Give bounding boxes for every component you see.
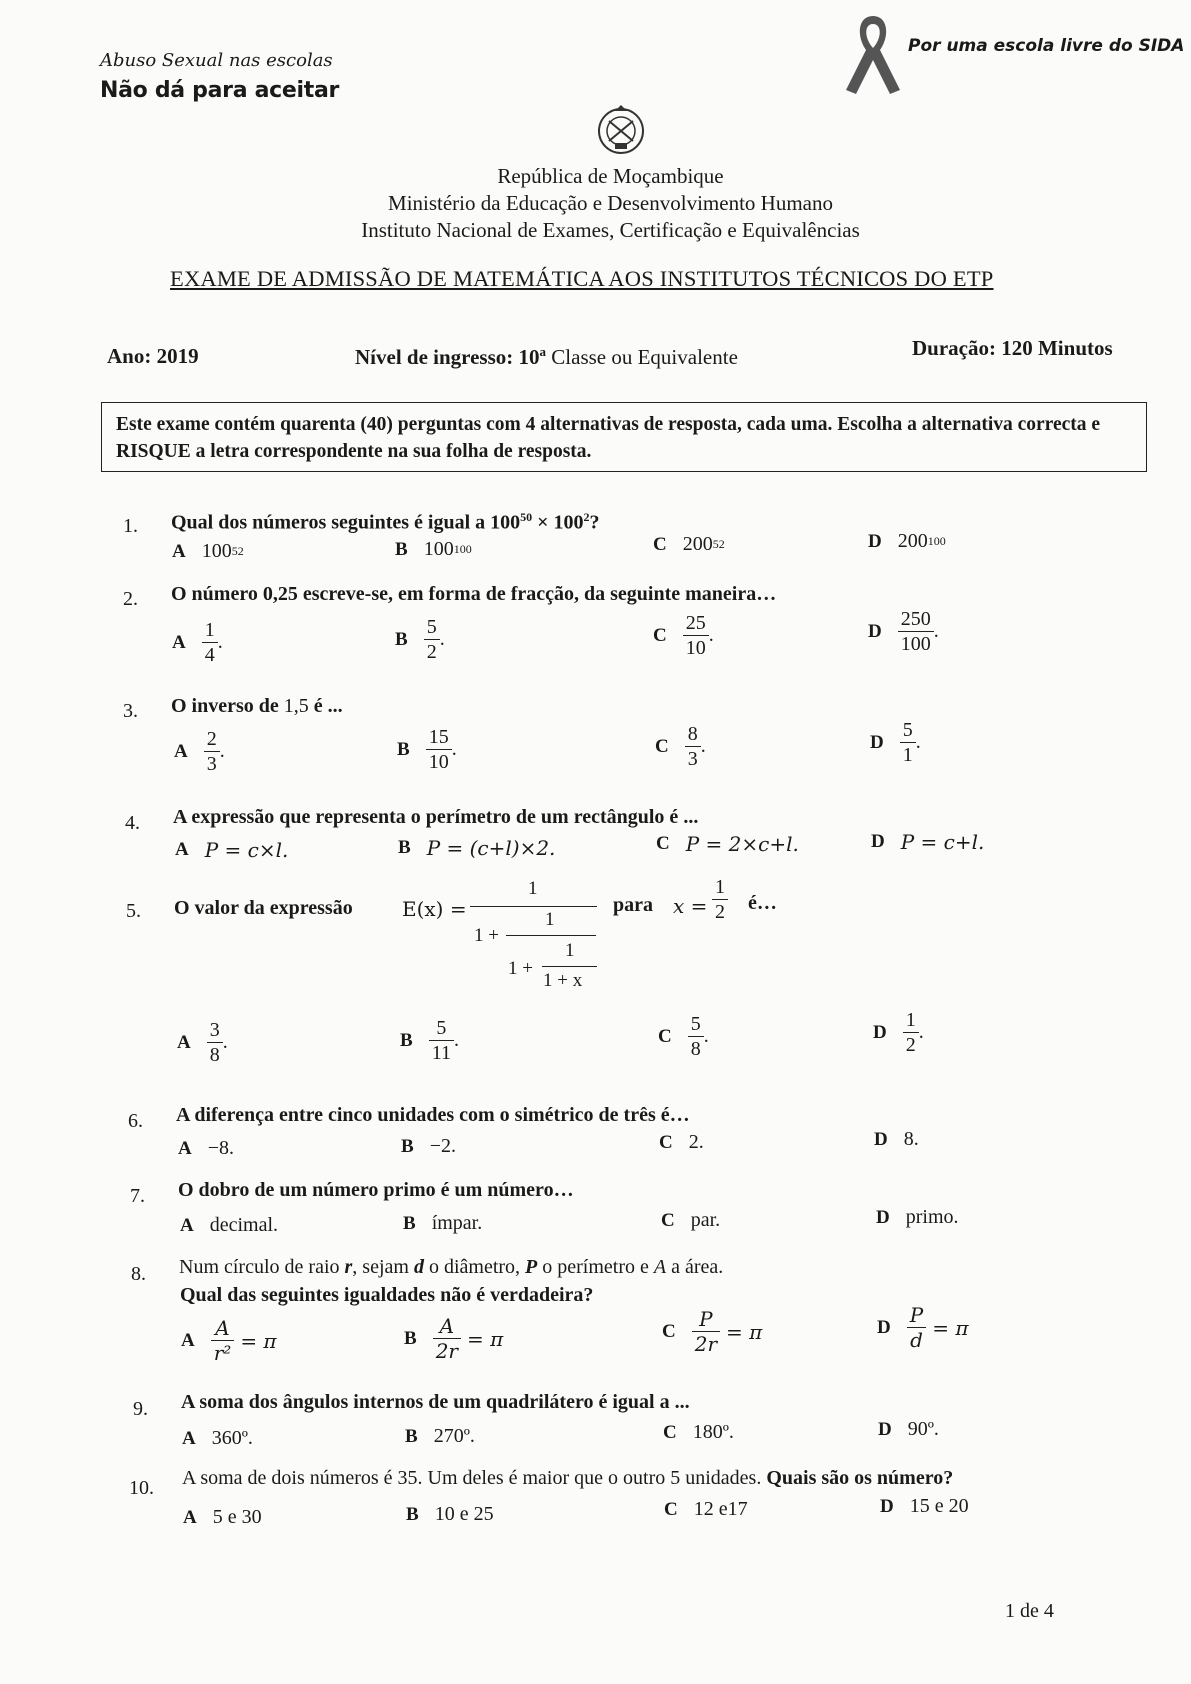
option-a[interactable]: A $\frac{3}{8}$ . [177,1019,228,1066]
option-b[interactable]: B 10 e 25 [406,1503,494,1525]
x-equals: x = [673,894,708,918]
header-ministry: Ministério da Educação e Desenvolvimento Humano [388,191,833,215]
option-b[interactable]: B P = (c+l)×2. [398,836,556,860]
fraction: $\frac{250}{100}$ [898,607,934,656]
fraction: $\frac{A}{\text{r²}}$ [211,1316,235,1365]
question-text: Qual dos números seguintes é igual a $100^{50} \times 100^2$? [171,510,600,534]
option-a[interactable]: A decimal. [180,1214,279,1236]
institution-header [0,163,1191,244]
header-institute: Instituto Nacional de Exames, Certificação e Equivalências [361,218,860,242]
option-d[interactable]: D $\frac{5}{1}$ . [870,719,921,766]
cf-inner-numerator: 1 [545,909,555,930]
question-number: 4. [125,812,140,834]
option-d[interactable]: D 15 e 20 [880,1495,969,1517]
option-d[interactable]: D primo. [876,1206,959,1228]
exam-duration: Duração: 120 Minutos [912,336,1113,360]
option-a[interactable]: A −8. [178,1137,235,1159]
option-b[interactable]: B $\frac{5}{2}$ . [395,616,445,663]
option-c[interactable]: C 200 52 [653,533,725,555]
option-a[interactable]: A 360º. [182,1427,253,1449]
option-d[interactable]: D $\frac{250}{100}$ . [868,608,939,655]
option-c[interactable]: C par. [661,1209,721,1231]
option-d[interactable]: D 90º. [878,1418,939,1440]
option-b[interactable]: B −2. [401,1135,456,1157]
option-a[interactable]: A $\frac{1}{4}$ . [172,619,223,666]
option-a[interactable]: A 100 52 [172,540,244,562]
question-number: 1. [123,515,138,537]
option-c[interactable]: C P = 2×c+l. [656,832,799,856]
question-ending: é… [748,892,777,914]
question-number: 8. [131,1263,146,1285]
option-c[interactable]: C $\frac{P}{2r}$ = π [662,1307,763,1356]
fraction: $\frac{P}{d}$ [907,1303,926,1352]
exam-title: EXAME DE ADMISSÃO DE MATEMÁTICA AOS INSTITUTOS TÉCNICOS DO ETP [170,266,994,291]
question-text: O valor da expressão [174,897,353,919]
question-number: 6. [128,1110,143,1132]
option-b[interactable]: B $\frac{15}{10}$ . [397,726,457,773]
option-c[interactable]: C $\frac{8}{3}$ . [655,723,706,770]
fraction: $\frac{P}{2r}$ [692,1307,720,1356]
option-a[interactable]: A 5 e 30 [183,1506,262,1528]
fraction: $\frac{5}{2}$ [424,615,440,664]
awareness-ribbon-icon [838,8,908,98]
fraction: $\frac{3}{8}$ [207,1018,223,1067]
function-label: E(x) = [402,897,467,921]
question-text: O número 0,25 escreve-se, em forma de fracção, da seguinte maneira… [171,583,777,605]
option-a[interactable]: A $\frac{A}{\text{r²}}$ = π [181,1316,277,1365]
option-d[interactable]: D $\frac{1}{2}$ . [873,1009,924,1056]
question-text: A expressão que representa o perímetro de um rectângulo é ... [173,806,699,828]
fraction: $\frac{1}{4}$ [202,618,218,667]
fraction: $\frac{8}{3}$ [685,722,701,771]
option-d[interactable]: D 8. [874,1128,919,1150]
option-a[interactable]: A P = c×l. [175,838,289,862]
cf-main-bar [470,906,597,907]
option-b[interactable]: B ímpar. [403,1212,483,1234]
fraction: $\frac{5}{8}$ [688,1012,704,1061]
exam-year: Ano: 2019 [107,344,199,368]
option-b[interactable]: B $\frac{5}{11}$ . [400,1017,459,1064]
question-number: 2. [123,588,138,610]
fraction: $\frac{A}{2r}$ [433,1314,461,1363]
option-d[interactable]: D 200 100 [868,530,946,552]
coat-of-arms-emblem [595,103,647,159]
question-number: 7. [130,1185,145,1207]
option-c[interactable]: C 12 e17 [664,1498,748,1520]
fraction: $\frac{25}{10}$ [683,611,709,660]
cf-one-plus-x: 1 + x [543,970,583,991]
option-c[interactable]: C 180º. [663,1421,734,1443]
cf-innermost-numerator: 1 [565,940,575,961]
option-c[interactable]: C $\frac{25}{10}$ . [653,612,714,659]
fraction: $\frac{5}{1}$ [900,718,916,767]
cf-inner-bar [506,935,596,936]
question-text: O inverso de 1,5 é ... [171,695,343,717]
question-text: O dobro de um número primo é um número… [178,1179,574,1201]
question-number: 9. [133,1398,148,1420]
option-c[interactable]: C 2. [659,1131,704,1153]
cf-numerator: 1 [528,878,538,899]
option-b[interactable]: B 270º. [405,1425,475,1447]
fraction: $\frac{5}{11}$ [429,1016,454,1065]
para-label: para [613,894,653,916]
option-d[interactable]: D P = c+l. [871,830,985,854]
question-text: A soma dos ângulos internos de um quadrilátero é igual a ... [181,1391,690,1413]
option-d[interactable]: D $\frac{P}{d}$ = π [877,1303,969,1352]
option-b[interactable]: B $\frac{A}{2r}$ = π [404,1314,504,1363]
question-number: 3. [123,700,138,722]
cf-innermost-bar [542,966,597,967]
slogan-line-2: Não dá para aceitar [100,78,340,103]
question-text: A diferença entre cinco unidades com o simétrico de três é… [176,1104,690,1126]
cf-one-plus-2: 1 + [508,958,533,979]
fraction: $\frac{2}{3}$ [204,727,220,776]
instructions-box: Este exame contém quarenta (40) perguntas com 4 alternativas de resposta, cada uma. Escolha a alternativa correcta e RISQUE a letra correspondente na sua folha de resposta. [101,402,1147,472]
option-c[interactable]: C $\frac{5}{8}$ . [658,1013,709,1060]
campaign-slogan: Por uma escola livre do SIDA [908,36,1185,56]
option-a[interactable]: A $\frac{2}{3}$ . [174,728,225,775]
cf-one-plus: 1 + [474,925,499,946]
fraction: $\frac{1}{2}$ [903,1008,919,1057]
x-value-fraction: 1 2 [712,875,728,924]
page-number: 1 de 4 [1005,1600,1054,1622]
question-text: A soma de dois números é 35. Um deles é maior que o outro 5 unidades. Quais são os número? [182,1467,954,1489]
header-republic: República de Moçambique [497,164,724,188]
slogan-line-1: Abuso Sexual nas escolas [100,50,333,71]
question-number: 10. [129,1477,154,1499]
entry-level: Nível de ingresso: 10$^a$ Classe ou Equivalente [355,344,738,369]
question-line-2: Qual das seguintes igualdades não é verdadeira? [180,1284,594,1306]
option-b[interactable]: B 100 100 [395,538,472,560]
question-number: 5. [126,900,141,922]
fraction: $\frac{15}{10}$ [426,725,452,774]
question-line-1: Num círculo de raio r, sejam d o diâmetro, P o perímetro e A a área. [179,1256,724,1278]
